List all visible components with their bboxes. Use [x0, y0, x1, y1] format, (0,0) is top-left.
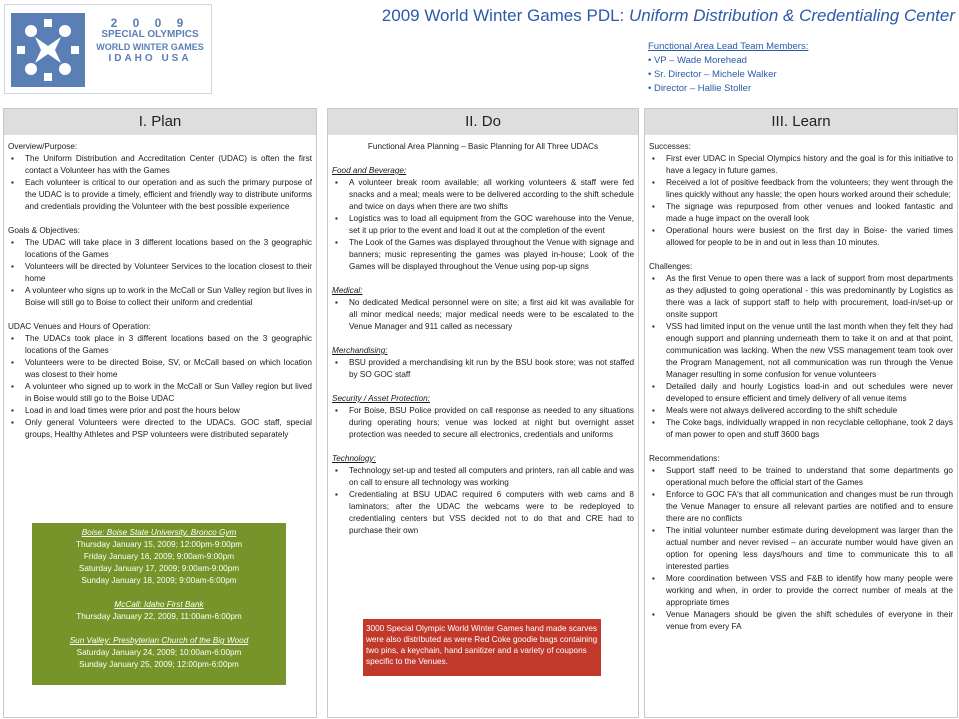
- list-item: ▪ The UDAC will take place in 3 different locations based on the 3 geographic locations of the Games: [8, 237, 312, 261]
- list-item: ▪ The Coke bags, individually wrapped in non recyclable cellophane, took 2 days of man power to open and stuff 3600 bags: [649, 417, 953, 441]
- logo-line-3: WORLD WINTER GAMES: [96, 42, 204, 52]
- list-item: ▪ The UDACs took place in 3 different locations based on the 3 geographic locations of the Games: [8, 333, 312, 357]
- list-item: ▪ As the first Venue to open there was a lack of support from most departments as they adjusted to going operational - this was predominantly by Logistics as there was a lack of support staff to help with procurement, load-in/set-up or onsite support: [649, 273, 953, 321]
- mccall-venue-title: McCall: Idaho First Bank: [114, 600, 204, 609]
- list-item: ▪ The Uniform Distribution and Accreditation Center (UDAC) is often the first contact a Volunteer has with the Games: [8, 153, 312, 177]
- logo-emblem-icon: [11, 13, 85, 87]
- security-list: [332, 405, 634, 441]
- logo-year: 2 0 0 9: [110, 16, 190, 30]
- list-item: ▪ A volunteer break room available; all working volunteers & staff were fed snacks and a meal; meals were to be delivered according to the shift schedule and twice on days when there are two shifts: [332, 177, 634, 213]
- list-item: ▪ Operational hours were busiest on the first day in Boise- the varied times allowed for people to be in and out in less than 10 minutes.: [649, 225, 953, 249]
- list-item: ▪ A volunteer who signs up to work in the McCall or Sun Valley region but lives in Boise will still go to Boise to collect their uniform and credential: [8, 285, 312, 309]
- venue-hours-box: [32, 523, 286, 685]
- food-list: [332, 177, 634, 273]
- successes-title: Successes:: [649, 142, 691, 151]
- plan-body: [8, 141, 312, 441]
- learn-column: [644, 108, 958, 718]
- recommendations-list: [649, 465, 953, 633]
- medical-list: [332, 297, 634, 333]
- venues-title: UDAC Venues and Hours of Operation:: [8, 322, 151, 331]
- venue-hours-line: Saturday January 24, 2009; 10:00am-6:00pm: [76, 648, 242, 657]
- recommendations-title: Recommendations:: [649, 454, 720, 463]
- list-item: ▪ A volunteer who signed up to work in the McCall or Sun Valley region but lived in Boise would still go to the Boise UDAC: [8, 381, 312, 405]
- list-item: ▪ Meals were not always delivered according to the shift schedule: [649, 405, 953, 417]
- list-item: ▪ Support staff need to be trained to understand that some departments go operational much before the official start of the Games: [649, 465, 953, 489]
- list-item: ▪ Credentialing at BSU UDAC required 6 computers with web cams and 8 laminators; after the UDAC the webcams were to be redeployed to credentialing centers but VSS decided not to do that and CRE had to purchase their own: [332, 489, 634, 537]
- venue-hours-line: Thursday January 15, 2009; 12:00pm-9:00pm: [75, 540, 243, 549]
- title-subject: Uniform Distribution & Credentialing Center: [629, 6, 955, 25]
- list-item: ▪ More coordination between VSS and F&B to identify how many people were working and when, in order to provide the correct number of meals at the appropriate times: [649, 573, 953, 609]
- overview-list: [8, 153, 312, 213]
- successes-list: [649, 153, 953, 249]
- venues-list: [8, 333, 312, 441]
- logo-line-2: SPECIAL OLYMPICS: [101, 29, 199, 40]
- list-item: ▪ For Boise, BSU Police provided on call response as needed to any situations during operating hours; venue was locked at night but overnight asset protection was needed to secure all electronics, credentials and uniforms: [332, 405, 634, 441]
- learn-header: III. Learn: [645, 109, 957, 135]
- list-item: ▪ Received a lot of positive feedback from the volunteers; they went through the lines quickly without any hassle; the open hours worked around their schedule;: [649, 177, 953, 201]
- learn-body: [649, 141, 953, 633]
- list-item: ▪ Only general Volunteers were directed to the UDACs. GOC staff, special groups, Healthy Athletes and PSP volunteers were distributed separately: [8, 417, 312, 441]
- list-item: ▪ Volunteers will be directed by Volunteer Services to the location closest to their home: [8, 261, 312, 285]
- venue-hours-line: Sunday January 18, 2009; 9:00am-6:00pm: [81, 576, 237, 585]
- list-item: ▪ Volunteers were to be directed Boise, SV, or McCall based on which location was closest to their home: [8, 357, 312, 381]
- venue-hours-line: Saturday January 17, 2009; 9:00am-9:00pm: [78, 564, 240, 573]
- challenges-list: [649, 273, 953, 441]
- list-item: ▪ Logistics was to load all equipment from the GOC warehouse into the Venue, set it up prior to the event and load it out at the completion of the event: [332, 213, 634, 237]
- venue-hours-line: Sunday January 25, 2009; 12:00pm-6:00pm: [79, 660, 239, 669]
- logo-text: [91, 17, 209, 65]
- technology-list: [332, 465, 634, 537]
- merchandising-list: [332, 357, 634, 381]
- medical-title: Medical:: [332, 286, 363, 295]
- do-header: II. Do: [328, 109, 638, 135]
- venue-hours-line: Thursday January 22, 2009, 11:00am-6:00pm: [76, 612, 242, 621]
- do-body: [332, 141, 634, 537]
- list-item: ▪ The initial volunteer number estimate during development was larger than the actual number and never revised – an accurate number would have given an option for opening less days/hours and time to communicate this to all interested parties: [649, 525, 953, 573]
- list-item: ▪ The Look of the Games was displayed throughout the Venue with signage and banners; music representing the games was played in-house; Look of the Games will be displayed throughout the Venue using pop-up signs: [332, 237, 634, 273]
- team-member: • VP – Wade Morehead: [648, 55, 747, 66]
- venue-hours-line: Friday January 16, 2009; 9:00am-9:00pm: [83, 552, 235, 561]
- team-members: [648, 40, 948, 96]
- list-item: ▪ Load in and load times were prior and post the hours below: [8, 405, 312, 417]
- team-member: • Director – Hallie Stoller: [648, 83, 752, 94]
- giveaways-note: 3000 Special Olympic World Winter Games hand made scarves were also distributed as were Red Coke goodie bags containing two pins, a keychain, hand sanitizer and a variety of coupons specific to the Venues.: [363, 619, 601, 676]
- logo-line-4: IDAHO USA: [108, 53, 192, 64]
- do-intro: Functional Area Planning – Basic Planning for All Three UDACs: [367, 142, 599, 151]
- special-olympics-logo: [4, 4, 212, 94]
- sun-valley-venue-title: Sun Valley: Presbyterian Church of the Big Wood: [69, 636, 249, 645]
- goals-title: Goals & Objectives:: [8, 226, 80, 235]
- list-item: ▪ BSU provided a merchandising kit run by the BSU book store; was not staffed by SO GOC staff: [332, 357, 634, 381]
- team-heading: Functional Area Lead Team Members:: [648, 41, 809, 52]
- page-title: [215, 6, 955, 26]
- overview-title: Overview/Purpose:: [8, 142, 78, 151]
- do-column: [327, 108, 639, 718]
- challenges-title: Challenges:: [649, 262, 693, 271]
- list-item: ▪ The signage was repurposed from other venues and looked fantastic and made a huge impact on the overall look: [649, 201, 953, 225]
- team-member: • Sr. Director – Michele Walker: [648, 69, 777, 80]
- plan-header: I. Plan: [4, 109, 316, 135]
- boise-venue-title: Boise: Boise State University, Bronco Gym: [81, 528, 237, 537]
- list-item: ▪ Venue Managers should be given the shift schedules of everyone in their venue from every FA: [649, 609, 953, 633]
- list-item: ▪ No dedicated Medical personnel were on site; a first aid kit was available for all minor medical needs; major medical needs were to be escalated to the Venue Manager and 911 called as necessary: [332, 297, 634, 333]
- list-item: ▪ Detailed daily and hourly Logistics load-in and out schedules were never developed to ensure efficient and timely delivery of all venue items: [649, 381, 953, 405]
- list-item: ▪ VSS had limited input on the venue until the last month when they felt they had enough support and planning underneath them to take it on and at that point, communication was lacking. When the new VSS management team took over the Program Management, not all communication was run through the Venue Manager resulting in some confusion for venue volunteers: [649, 321, 953, 381]
- technology-title: Technology:: [332, 454, 376, 463]
- goals-list: [8, 237, 312, 309]
- list-item: ▪ Each volunteer is critical to our operation and as such the primary purpose of the UDAC is to provide a timely, efficient and friendly way to distribute uniforms and credentials providing the Volunteer with the best possible experience: [8, 177, 312, 213]
- list-item: ▪ Enforce to GOC FA's that all communication and changes must be run through the Venue Manager to ensure all relevant parties are notified and to ensure there are no conflicts: [649, 489, 953, 525]
- list-item: ▪ Technology set-up and tested all computers and printers, ran all cable and was on call to ensure all technology was working: [332, 465, 634, 489]
- food-title: Food and Beverage:: [332, 166, 407, 175]
- title-prefix: 2009 World Winter Games PDL:: [381, 6, 625, 25]
- list-item: ▪ First ever UDAC in Special Olympics history and the goal is for this initiative to have a legacy in future games.: [649, 153, 953, 177]
- security-title: Security / Asset Protection:: [332, 394, 430, 403]
- merchandising-title: Merchandising:: [332, 346, 388, 355]
- plan-column: [3, 108, 317, 718]
